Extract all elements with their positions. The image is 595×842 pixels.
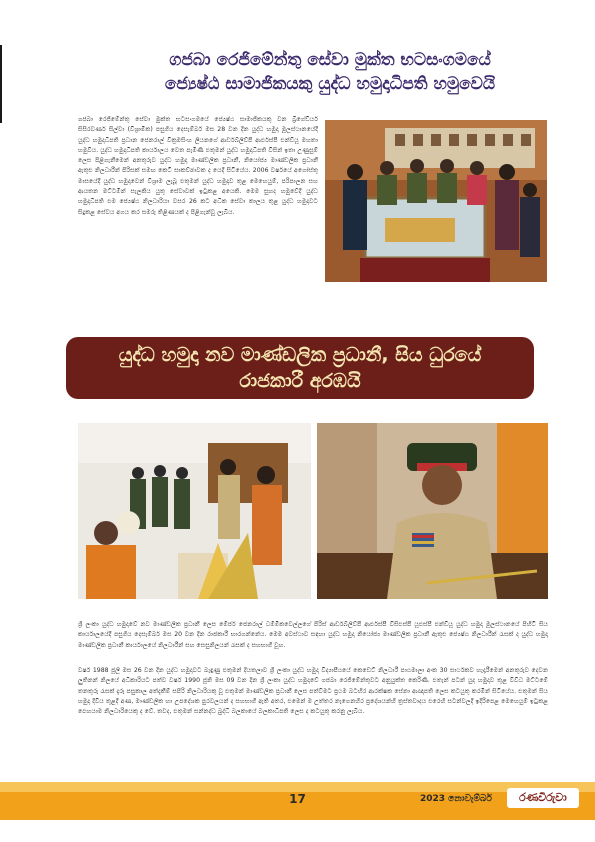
page-number: 17 — [289, 792, 306, 806]
article1-headline-line2: ජ්‍යෙෂ්ඨ සාමාජිකයකු යුද්ධ හමුදාධිපති හමුවෙයි — [164, 74, 496, 94]
magazine-brand: රණවිරුවා — [507, 788, 579, 808]
issue-date: 2023 නොවැම්බර් — [420, 794, 492, 804]
chief-of-staff-portrait — [317, 423, 548, 599]
meeting-photo — [325, 120, 547, 282]
article2-paragraph-1: ශ්‍රී ලංකා යුද්ධ හමුදාවේ නව මාණ්ඩලික ප්‍රධානී ලෙස මේජර් ජෙනරාල් ධම්මිකවෙල්ලගේ පිරිස් ආර්ඩබ්ලිව්පී ආර්එස්පී විසිඑස්පී යූඑස්පී එන්ඩියූ යුද්ධ හමුදා මූලස්ථානයේ පිහිටි සිය කාර්යාලයේදී පසුගිය දෙසැම්බර් මස 20 වන දින රාජකාරී භාරගන්නේය. මෙම අවස්ථාව සඳහා යුද්ධ හමුදා නියෝජ්‍ය මාණ්ඩලික ප්‍රධානී ඇතුළු ජ්‍යෙෂ්ඨ නිලධාරීන් රැසක් ද යුද්ධ හමුදා මාණ්ඩලික ප්‍රධානී කාර්යාලයේ නිලධාරීන් සහ සෙසුනිලයන් රැසක් ද සහභාගී වූහ. — [78, 621, 548, 649]
banner-line1: යුද්ධ හමුදා නව මාණ්ඩලික ප්‍රධානී, සිය ධුරයේ — [118, 344, 482, 366]
article2-paragraph-2: වර්ෂ 1988 ජූලි මස 26 වන දින යුද්ධ හමුදාවට බැඳුණු එතුමන් දියතලාව ශ්‍රී ලංකා යුද්ධ හමුදා විද්‍යාපීඨයේ කෙඩෙට් නිලධාරී පාඨමාලා අංක 30 සාර්ථකව හැදෑරීමෙන් අනතුරුව දෙවන ලුතිනන් නිලයේ අධිකාරියට පත්ව වර්ෂ 1990 ජූනි මස 09 වන දින ශ්‍රී ලංකා යුද්ධ හමුදාවේ ගජබා රෙජිමේන්තුවට අනුයුක්ත කෙරිණි. එතැන් පටන් යුද හමුදාව තුළ විවිධ මට්ටමේ තනතුරු රැසක් දැරූ පසුකාල අත්දැකීම් සපිරි නිලධාරියකු වූ එතුමන් මාණ්ඩලික ප්‍රධානී ලෙස පත්වීමට ප්‍රථම බටහිර ආරක්ෂක සේනා ආඥාපති ලෙස කටයුතු කරමින් සිටියේය. එතුමන් සිය හමුදා දිවිය තුළදී අණ, මාණ්ඩලික හා උපදේශක පුරවලයන් ද සහභාගී ඇති අතර, එමෙන් ම උත්තර නැගෙනහිර ප්‍රදේශයන්හි ත්‍රස්තවාදය එරෙහි සටන්වලදී ඉදිරිපෙළ මෙහෙයුම් ඉටුකළ ඵෙහයාම නිලධාරියෙකු ද වේ. තවද, එතුමන් සන්නද්ධ බුද්ධි බලකායේ බලකාධිපති ලෙස ද කටයුතු කරනු ලැබිය. — [78, 667, 548, 716]
article2-banner — [66, 337, 534, 399]
blessing-ceremony-photo — [78, 423, 311, 599]
article1-headline — [70, 48, 590, 96]
article1-body: ගජබා රෙජිමේන්තු සේවා මුක්ත භටසංගමයේ ජ්‍යෙෂ්ඨ සාමාජිකයකු වන බ්‍රිගේඩියර් සිසිරවර්ණ සිල්වා (විශ්‍රාමික) පසුගිය දෙසැම්බර් මස 28 වන දින යුද්ධ හමුදා මූලස්ථානයේදී යුද්ධ හමුදාධිපති ප්‍රධාන ජෙනරාල් වික්‍රමසිංහ ලියනගේ ආර්ඩබ්ලිව්පී ආර්එස්පී එන්ඩියූ මහතා හමුවිය. යුද්ධ හමුදාධිපති කාර්යාලය වෙත පැමිණි එතුමන් යුද්ධ හමුදාධිපති විසින් ඉතා උණුසුම් ලෙස පිළිගැනීමෙන් අනතුරුව යුද්ධ හමුදා මාණ්ඩලික ප්‍රධානී, නියෝජ්‍ය මාණ්ඩලික ප්‍රධානී ඇතුළු නිලධාරීන් පිරිසක් සමඟ කෙටි සාකච්ඡාවක ද යෙදී සිටියේය. 2006 වර්ෂයේ අගෝස්තු මාසයේදී යුද්ධ හමුදාවෙන් විශ්‍රාම ලැබූ එතුමන් යුද්ධ හමුදාව තුළ මෙහෙයුම්, පරිපාලන සහ ආයතන මට්ටමින් සැලකිය යුතු සේවාවක් ඉටුකළ අයෙකි. මෙම සුහද හමුවේදී යුද්ධ හමුදාධිපති එම ජ්‍යෙෂ්ඨ නිලධාරියා වසර 26 කට අධික සේවා කාලය තුළ යුද්ධ හමුදාවට සිදුකළ සේවය අගය කර සමරු තිළිණයක් ද පිළිගැන්වූ ලැබිය. — [78, 116, 318, 216]
banner-line2: රාජකාරී අරඹයි — [239, 370, 361, 392]
margin-edge-mark — [0, 45, 2, 123]
footer-top-stripe — [0, 782, 595, 792]
article1-headline-line1: ගජබා රෙජිමේන්තු සේවා මුක්ත භටසංගමයේ — [169, 50, 491, 70]
